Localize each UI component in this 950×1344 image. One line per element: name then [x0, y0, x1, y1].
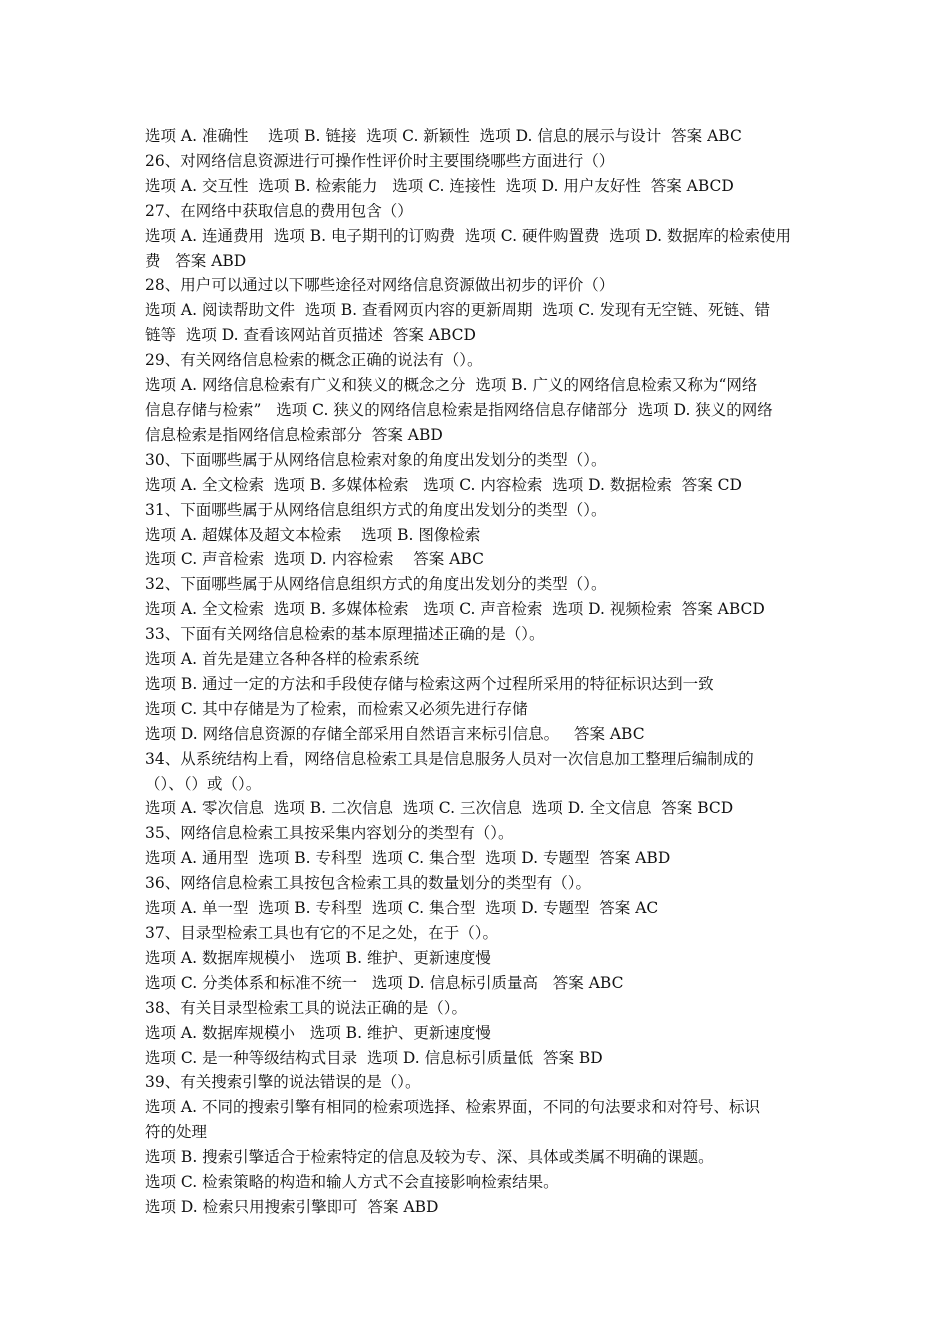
question-line: 32、下面哪些属于从网络信息组织方式的角度出发划分的类型（）。: [145, 575, 607, 594]
options-line: 选项 A. 阅读帮助文件 选项 B. 查看网页内容的更新周期 选项 C. 发现有无空链、死链、错: [145, 301, 770, 320]
question-line: 35、网络信息检索工具按采集内容划分的类型有（）。: [145, 824, 514, 843]
question-line: 28、用户可以通过以下哪些途径对网络信息资源做出初步的评价（）: [145, 276, 615, 295]
options-line: 选项 A. 全文检索 选项 B. 多媒体检索 选项 C. 声音检索 选项 D. 视频检索 答案 ABCD: [145, 600, 765, 619]
options-line: 选项 C. 声音检索 选项 D. 内容检索 答案 ABC: [145, 550, 484, 569]
options-line: 选项 A. 不同的搜索引擎有相同的检索项选择、检索界面，不同的句法要求和对符号、标识: [145, 1098, 760, 1117]
options-line: 选项 D. 检索只用搜索引擎即可 答案 ABD: [145, 1197, 439, 1216]
options-line: 选项 A. 数据库规模小 选项 B. 维护、更新速度慢: [145, 948, 491, 967]
options-line: 选项 B. 搜索引擎适合于检索特定的信息及较为专、深、具体或类属不明确的课题。: [145, 1148, 714, 1167]
question-line: 37、目录型检索工具也有它的不足之处，在于（）。: [145, 924, 498, 942]
options-line: 信息存储与检索” 选项 C. 狭义的网络信息检索是指网络信息存储部分 选项 D. 狭义的网络: [145, 400, 773, 419]
question-line: 26、对网络信息资源进行可操作性评价时主要围绕哪些方面进行（）: [145, 151, 615, 170]
question-line: 34、从系统结构上看，网络信息检索工具是信息服务人员对一次信息加工整理后编制成的: [145, 749, 754, 768]
document-body: [145, 124, 809, 1220]
text-line: 选项 A. 准确性 选项 B. 链接 选项 C. 新颖性 选项 D. 信息的展示与设计 答案 ABC: [145, 127, 742, 145]
options-line: 选项 C. 是一种等级结构式目录 选项 D. 信息标引质量低 答案 BD: [145, 1048, 603, 1067]
question-line: 39、有关搜索引擎的说法错误的是（）。: [145, 1073, 421, 1092]
options-line: 选项 A. 单一型 选项 B. 专科型 选项 C. 集合型 选项 D. 专题型 答案 AC: [145, 899, 659, 918]
options-line: 费 答案 ABD: [145, 251, 247, 270]
question-line: 27、在网络中获取信息的费用包含（）: [145, 201, 413, 220]
options-line: 选项 A. 交互性 选项 B. 检索能力 选项 C. 连接性 选项 D. 用户友好性 答案 ABCD: [145, 176, 734, 195]
options-line: 选项 D. 网络信息资源的存储全部采用自然语言来标引信息。 答案 ABC: [145, 724, 645, 743]
question-line: （）、（）或（）。: [145, 774, 262, 793]
options-line: 选项 A. 网络信息检索有广义和狭义的概念之分 选项 B. 广义的网络信息检索又称为“网络: [145, 376, 758, 395]
question-line: 31、下面哪些属于从网络信息组织方式的角度出发划分的类型（）。: [145, 500, 607, 519]
options-line: 选项 A. 通用型 选项 B. 专科型 选项 C. 集合型 选项 D. 专题型 答案 ABD: [145, 849, 671, 868]
options-line: 选项 A. 连通费用 选项 B. 电子期刊的订购费 选项 C. 硬件购置费 选项 D. 数据库的检索使用: [145, 226, 791, 245]
options-line: 选项 A. 数据库规模小 选项 B. 维护、更新速度慢: [145, 1023, 491, 1042]
options-line: 选项 C. 其中存储是为了检索，而检索又必须先进行存储: [145, 699, 528, 718]
options-line: 符的处理: [145, 1123, 208, 1142]
question-line: 38、有关目录型检索工具的说法正确的是（）。: [145, 998, 467, 1017]
options-line: 信息检索是指网络信息检索部分 答案 ABD: [145, 425, 443, 444]
options-line: 选项 A. 零次信息 选项 B. 二次信息 选项 C. 三次信息 选项 D. 全文信息 答案 BCD: [145, 799, 734, 818]
question-line: 30、下面哪些属于从网络信息检索对象的角度出发划分的类型（）。: [145, 450, 607, 469]
question-line: 36、网络信息检索工具按包含检索工具的数量划分的类型有（）。: [145, 874, 591, 893]
options-line: 选项 A. 超媒体及超文本检索 选项 B. 图像检索: [145, 525, 481, 544]
options-line: 链等 选项 D. 查看该网站首页描述 答案 ABCD: [145, 326, 476, 345]
options-line: 选项 C. 检索策略的构造和输人方式不会直接影响检索结果。: [145, 1173, 559, 1192]
options-line: 选项 C. 分类体系和标准不统一 选项 D. 信息标引质量高 答案 ABC: [145, 973, 624, 992]
options-line: 选项 B. 通过一定的方法和手段使存储与检索这两个过程所采用的特征标识达到一致: [145, 674, 714, 693]
options-line: 选项 A. 全文检索 选项 B. 多媒体检索 选项 C. 内容检索 选项 D. 数据检索 答案 CD: [145, 475, 742, 494]
options-line: 选项 A. 首先是建立各种各样的检索系统: [145, 650, 419, 669]
question-line: 29、有关网络信息检索的概念正确的说法有（）。: [145, 351, 483, 370]
question-line: 33、下面有关网络信息检索的基本原理描述正确的是（）。: [145, 625, 545, 644]
